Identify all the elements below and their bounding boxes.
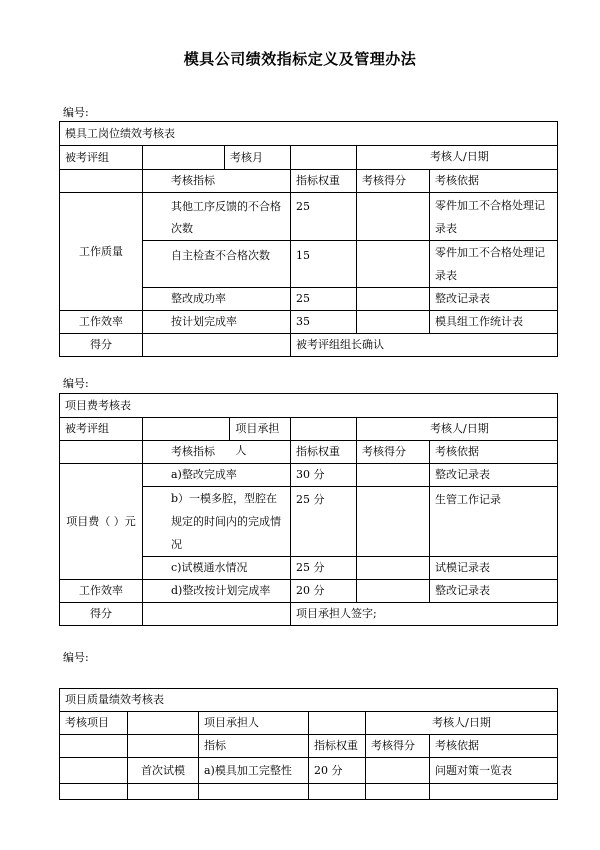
t1-code-label: 编号: bbox=[63, 106, 89, 119]
t1-group-quality: 工作质量 bbox=[60, 193, 143, 311]
t1-score-1[interactable] bbox=[357, 193, 430, 241]
t1-table bbox=[59, 121, 558, 357]
t2-label-reviewer-text: 考核人/日期 bbox=[430, 422, 489, 435]
t2-score-1[interactable] bbox=[357, 464, 430, 487]
t2-basis-1: 整改记录表 bbox=[430, 464, 558, 487]
t3-header-score: 考核得分 bbox=[366, 735, 430, 758]
t2-score-total[interactable] bbox=[143, 603, 291, 626]
t1-header-basis: 考核依据 bbox=[430, 170, 558, 193]
t1-header-indicator: 考核指标 bbox=[143, 170, 291, 193]
t1-weight-2: 15 bbox=[291, 241, 357, 288]
t2-header-blank bbox=[60, 441, 143, 464]
t1-score-total[interactable] bbox=[143, 334, 291, 357]
t1-indicator-2: 自主检查不合格次数 bbox=[143, 241, 291, 288]
t3-cont-6 bbox=[430, 784, 558, 800]
t3-label-reviewer: 考核人/日期 bbox=[366, 712, 558, 735]
t1-weight-1: 25 bbox=[291, 193, 357, 241]
t1-indicator-3: 整改成功率 bbox=[143, 288, 291, 311]
t3-owner-value[interactable] bbox=[309, 712, 366, 735]
t1-label-group: 被考评组 bbox=[60, 146, 143, 170]
t2-indicator-2: b）一模多腔，型腔在规定的时间内的完成情况 bbox=[143, 487, 291, 557]
t2-indicator-1: a)整改完成率 bbox=[143, 464, 291, 487]
t2-indicator-3: c)试模通水情况 bbox=[143, 557, 291, 580]
t2-score-label: 得分 bbox=[60, 603, 143, 626]
t1-header-weight: 指标权重 bbox=[291, 170, 357, 193]
t2-weight-3: 25 分 bbox=[291, 557, 357, 580]
t1-weight-3: 25 bbox=[291, 288, 357, 311]
t1-weight-eff: 35 bbox=[291, 311, 357, 334]
t2-label-reviewer bbox=[357, 418, 558, 441]
t1-score-2[interactable] bbox=[357, 241, 430, 288]
t3-score-1[interactable] bbox=[366, 758, 430, 784]
t1-indicator-1: 其他工序反馈的不合格次数 bbox=[143, 193, 291, 241]
t2-code-label: 编号: bbox=[63, 377, 89, 390]
t1-basis-eff: 模具组工作统计表 bbox=[430, 311, 558, 334]
t3-weight-1: 20 分 bbox=[309, 758, 366, 784]
t2-score-3[interactable] bbox=[357, 557, 430, 580]
t1-label-reviewer-text: 考核人/日期 bbox=[430, 150, 489, 163]
t2-table bbox=[59, 393, 558, 626]
t2-label-group: 被考评组 bbox=[60, 418, 143, 441]
t1-score-3[interactable] bbox=[357, 288, 430, 311]
t1-group-efficiency: 工作效率 bbox=[60, 311, 143, 334]
t3-row-blank bbox=[60, 758, 128, 784]
t3-cont-3 bbox=[199, 784, 309, 800]
t3-header-indicator: 指标 bbox=[199, 735, 309, 758]
t3-cont-4 bbox=[309, 784, 366, 800]
t1-header-score: 考核得分 bbox=[357, 170, 430, 193]
t3-title: 项目质量绩效考核表 bbox=[60, 689, 558, 712]
t1-title: 模具工岗位绩效考核表 bbox=[60, 122, 558, 146]
t1-group-value[interactable] bbox=[143, 146, 225, 170]
t3-table bbox=[59, 688, 558, 800]
t2-owner-value[interactable] bbox=[291, 418, 357, 441]
t1-score-label: 得分 bbox=[60, 334, 143, 357]
t3-header-blank-1 bbox=[60, 735, 128, 758]
t2-confirm: 项目承担人签字; bbox=[291, 603, 558, 626]
t3-cont-1 bbox=[60, 784, 128, 800]
t3-cont-5 bbox=[366, 784, 430, 800]
t2-group-efficiency: 工作效率 bbox=[60, 580, 143, 603]
t2-title: 项目费考核表 bbox=[60, 394, 558, 418]
t2-group-project-fee: 项目费（ ）元 bbox=[60, 464, 143, 580]
t1-month-value[interactable] bbox=[291, 146, 357, 170]
document-title: 模具公司绩效指标定义及管理办法 bbox=[183, 50, 417, 68]
t2-header-score: 考核得分 bbox=[357, 441, 430, 464]
t2-basis-eff: 整改记录表 bbox=[430, 580, 558, 603]
t2-weight-1: 30 分 bbox=[291, 464, 357, 487]
t3-basis-1: 问题对策一览表 bbox=[430, 758, 558, 784]
t2-weight-eff: 20 分 bbox=[291, 580, 357, 603]
t3-header-basis: 考核依据 bbox=[430, 735, 558, 758]
t1-confirm: 被考评组组长确认 bbox=[291, 334, 558, 357]
t1-header-blank bbox=[60, 170, 143, 193]
t3-label-project: 考核项目 bbox=[60, 712, 128, 735]
t3-cont-2 bbox=[128, 784, 199, 800]
t2-header-weight: 指标权重 bbox=[291, 441, 357, 464]
t3-project-value[interactable] bbox=[128, 712, 199, 735]
t2-indicator-eff: d)整改按计划完成率 bbox=[143, 580, 291, 603]
t2-basis-2: 生管工作记录 bbox=[430, 487, 558, 557]
t3-indicator-1: a)模具加工完整性 bbox=[199, 758, 309, 784]
t2-label-owner: 项目承担人 bbox=[229, 418, 290, 440]
t2-header-indicator: 考核指标 bbox=[143, 441, 291, 464]
t3-group-first-trial: 首次试模 bbox=[128, 758, 199, 784]
t1-basis-1: 零件加工不合格处理记录表 bbox=[430, 193, 558, 241]
t2-score-2[interactable] bbox=[357, 487, 430, 557]
t2-header-basis: 考核依据 bbox=[430, 441, 558, 464]
t3-label-owner: 项目承担人 bbox=[199, 712, 309, 735]
t1-label-month: 考核月 bbox=[225, 146, 291, 170]
t3-header-weight: 指标权重 bbox=[309, 735, 366, 758]
t2-score-eff[interactable] bbox=[357, 580, 430, 603]
t2-weight-2: 25 分 bbox=[291, 487, 357, 557]
t2-basis-3: 试模记录表 bbox=[430, 557, 558, 580]
t1-score-eff[interactable] bbox=[357, 311, 430, 334]
t1-indicator-eff: 按计划完成率 bbox=[143, 311, 291, 334]
t3-header-blank-2 bbox=[128, 735, 199, 758]
t1-basis-3: 整改记录表 bbox=[430, 288, 558, 311]
t3-code-label: 编号: bbox=[63, 651, 89, 664]
t1-basis-2: 零件加工不合格处理记录表 bbox=[430, 241, 558, 288]
t1-label-reviewer bbox=[357, 146, 558, 170]
